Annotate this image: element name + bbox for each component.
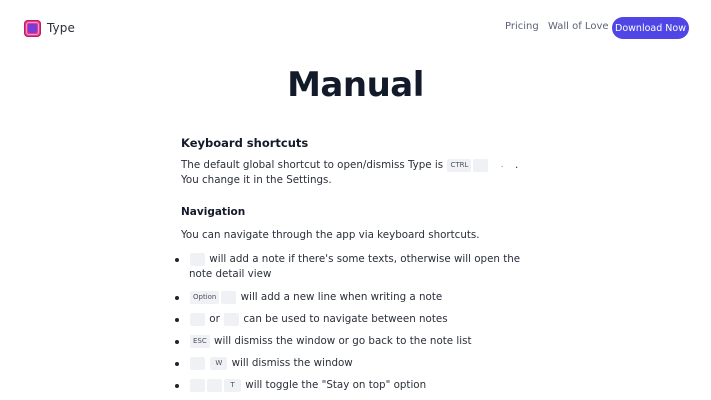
key-blank	[207, 379, 222, 392]
key-blank	[190, 253, 205, 266]
keyboard-shortcuts-heading: Keyboard shortcuts	[181, 136, 309, 150]
list-item-or: or	[209, 313, 220, 325]
list-item-text: will toggle the "Stay on top" option	[245, 379, 427, 391]
nav-link-pricing[interactable]: Pricing	[505, 21, 539, 32]
navigation-intro: You can navigate through the app via keyboard shortcuts.	[181, 229, 480, 241]
list-item-text: can be used to navigate between notes	[243, 313, 448, 325]
key-blank	[221, 291, 236, 304]
navigation-heading: Navigation	[181, 206, 246, 218]
key-esc: ESC	[190, 335, 210, 348]
list-item	[181, 252, 531, 282]
key-option: Option	[190, 291, 219, 304]
list-item-text: will add a note if there's some texts, otherwise will open the note detail view	[189, 253, 521, 280]
key-t: T	[224, 379, 241, 392]
top-navigation-bar	[0, 0, 711, 56]
list-item-text: will add a new line when writing a note	[240, 291, 443, 303]
brand-home-link[interactable]	[24, 18, 75, 38]
key-blank	[473, 159, 488, 172]
download-now-button[interactable]: Download Now	[612, 17, 689, 39]
key-w: W	[210, 357, 227, 370]
list-item	[181, 356, 531, 371]
brand-name: Type	[47, 21, 75, 35]
key-blank	[190, 313, 205, 326]
type-logo-icon	[24, 20, 41, 37]
key-ctrl: CTRL	[447, 159, 471, 172]
list-item	[181, 290, 531, 305]
global-shortcut-paragraph	[181, 158, 529, 188]
key-blank	[224, 313, 239, 326]
list-item-text: will dismiss the window or go back to the note list	[214, 335, 472, 347]
nav-link-wall-of-love[interactable]: Wall of Love	[548, 21, 609, 32]
list-item	[181, 378, 531, 393]
page-title: Manual	[287, 65, 424, 105]
key-blank	[190, 357, 205, 370]
key-blank	[190, 379, 205, 392]
global-shortcut-text-before: The default global shortcut to open/dismiss Type is	[181, 159, 444, 171]
list-item	[181, 312, 531, 327]
list-item-text: will dismiss the window	[231, 357, 353, 369]
list-item	[181, 334, 531, 349]
global-shortcut-text-after: . You change it in the Settings.	[181, 159, 519, 186]
key-dot: .	[501, 160, 504, 169]
